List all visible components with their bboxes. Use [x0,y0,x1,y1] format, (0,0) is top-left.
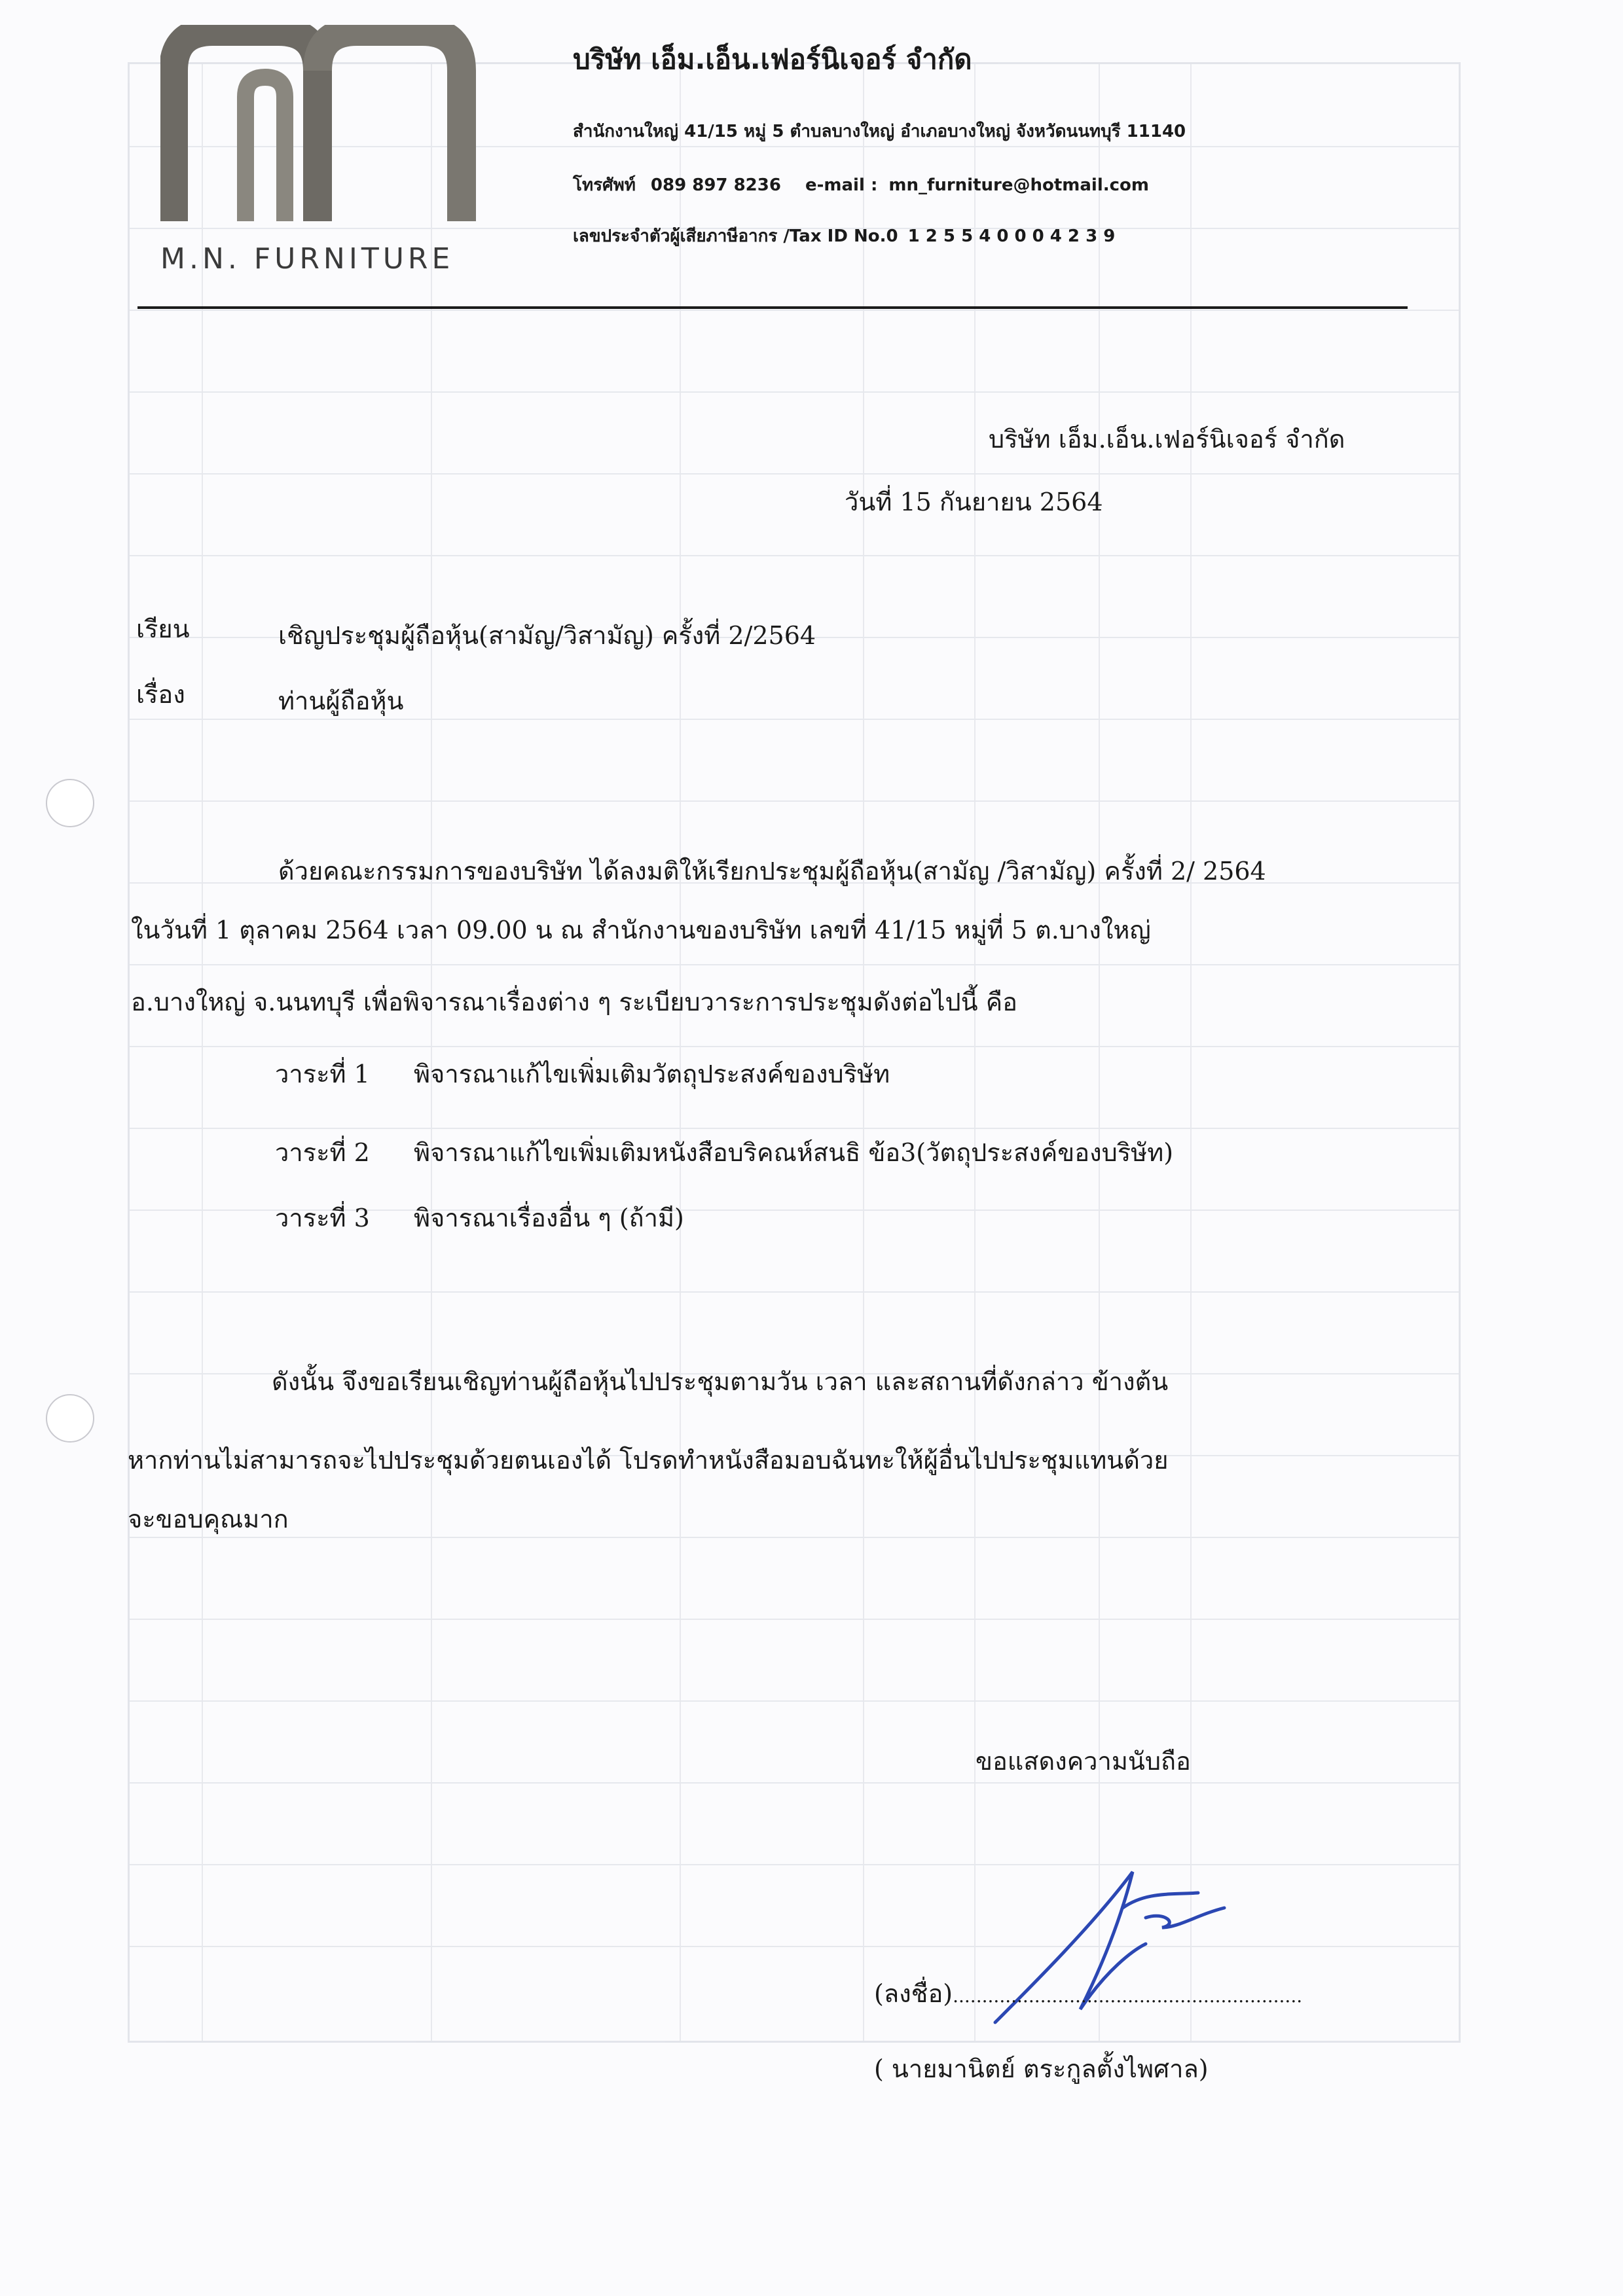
company-name: บริษัท เอ็ม.เอ็น.เฟอร์นิเจอร์ จำกัด [573,43,972,75]
punch-hole-top [46,779,94,827]
to-text: เชิญประชุมผู้ถือหุ้น(สามัญ/วิสามัญ) ครั้งที่ 2/2564 [278,621,816,650]
agenda-2-label: วาระที่ 2 [275,1138,370,1167]
agenda-3-label: วาระที่ 3 [275,1204,370,1232]
agenda-1-text: พิจารณาแก้ไขเพิ่มเติมวัตถุประสงค์ของบริษัท [414,1060,890,1088]
sign-label: (ลงชื่อ) [874,1979,953,2008]
letter-date: วันที่ 15 กันยายน 2564 [845,488,1103,516]
punch-hole-bottom [46,1394,94,1443]
company-address: สำนักงานใหญ่ 41/15 หมู่ 5 ตำบลบางใหญ่ อำเภอบางใหญ่ จังหวัดนนทบุรี 11140 [573,122,1186,141]
signature-line [874,1973,1302,2013]
paragraph2-line2: หากท่านไม่สามารถจะไปประชุมด้วยตนเองได้ โปรดทำหนังสือมอบฉันทะให้ผู้อื่นไปประชุมแทนด้วย [128,1446,1169,1475]
phone-label: โทรศัพท์ [573,175,636,195]
paragraph1-line3: อ.บางใหญ่ จ.นนทบุรี เพื่อพิจารณาเรื่องต่าง ๆ ระเบียบวาระการประชุมดังต่อไปนี้ คือ [131,988,1017,1016]
paragraph2-line3: จะขอบคุณมาก [128,1505,289,1534]
closing: ขอแสดงความนับถือ [976,1747,1191,1776]
subject-label: เรื่อง [136,680,185,709]
agenda-1-label: วาระที่ 1 [275,1060,370,1088]
sender-line: บริษัท เอ็ม.เอ็น.เฟอร์นิเจอร์ จำกัด [989,425,1345,454]
tax-id-label: เลขประจำตัวผู้เสียภาษีอากร /Tax ID No.0 [573,226,898,246]
email-address: mn_furniture@hotmail.com [888,175,1149,195]
signatory-name: ( นายมานิตย์ ตระกูลตั้งไพศาล) [874,2054,1209,2083]
tax-id-number: 1 2 5 5 4 0 0 0 4 2 3 9 [907,226,1116,246]
logo-text: M.N. FURNITURE [160,242,454,276]
paragraph1-line1: ด้วยคณะกรรมการของบริษัท ได้ลงมติให้เรียกประชุมผู้ถือหุ้น(สามัญ /วิสามัญ) ครั้งที่ 2/ 2564 [278,857,1266,886]
show-through-table [128,62,1461,2043]
sign-dots: ............................................................ [953,1985,1303,2007]
agenda-2-text: พิจารณาแก้ไขเพิ่มเติมหนังสือบริคณห์สนธิ ข้อ3(วัตถุประสงค์ของบริษัท) [414,1138,1174,1167]
paragraph2-line1: ดังนั้น จึงขอเรียนเชิญท่านผู้ถือหุ้นไปประชุมตามวัน เวลา และสถานที่ดังกล่าว ข้างต้น [272,1367,1169,1396]
email-label: e-mail : [805,175,878,195]
tax-id [573,223,1115,249]
letterhead-rule [137,306,1408,309]
paragraph1-line2: ในวันที่ 1 ตุลาคม 2564 เวลา 09.00 น ณ สำนักงานของบริษัท เลขที่ 41/15 หมู่ที่ 5 ต.บางใหญ่ [131,916,1151,944]
subject-text: ท่านผู้ถือหุ้น [278,687,404,715]
phone-number: 089 897 8236 [650,175,781,195]
company-logo [160,25,488,234]
company-contact [573,171,1149,198]
agenda-3-text: พิจารณาเรื่องอื่น ๆ (ถ้ามี) [414,1204,684,1232]
to-label: เรียน [136,615,190,643]
